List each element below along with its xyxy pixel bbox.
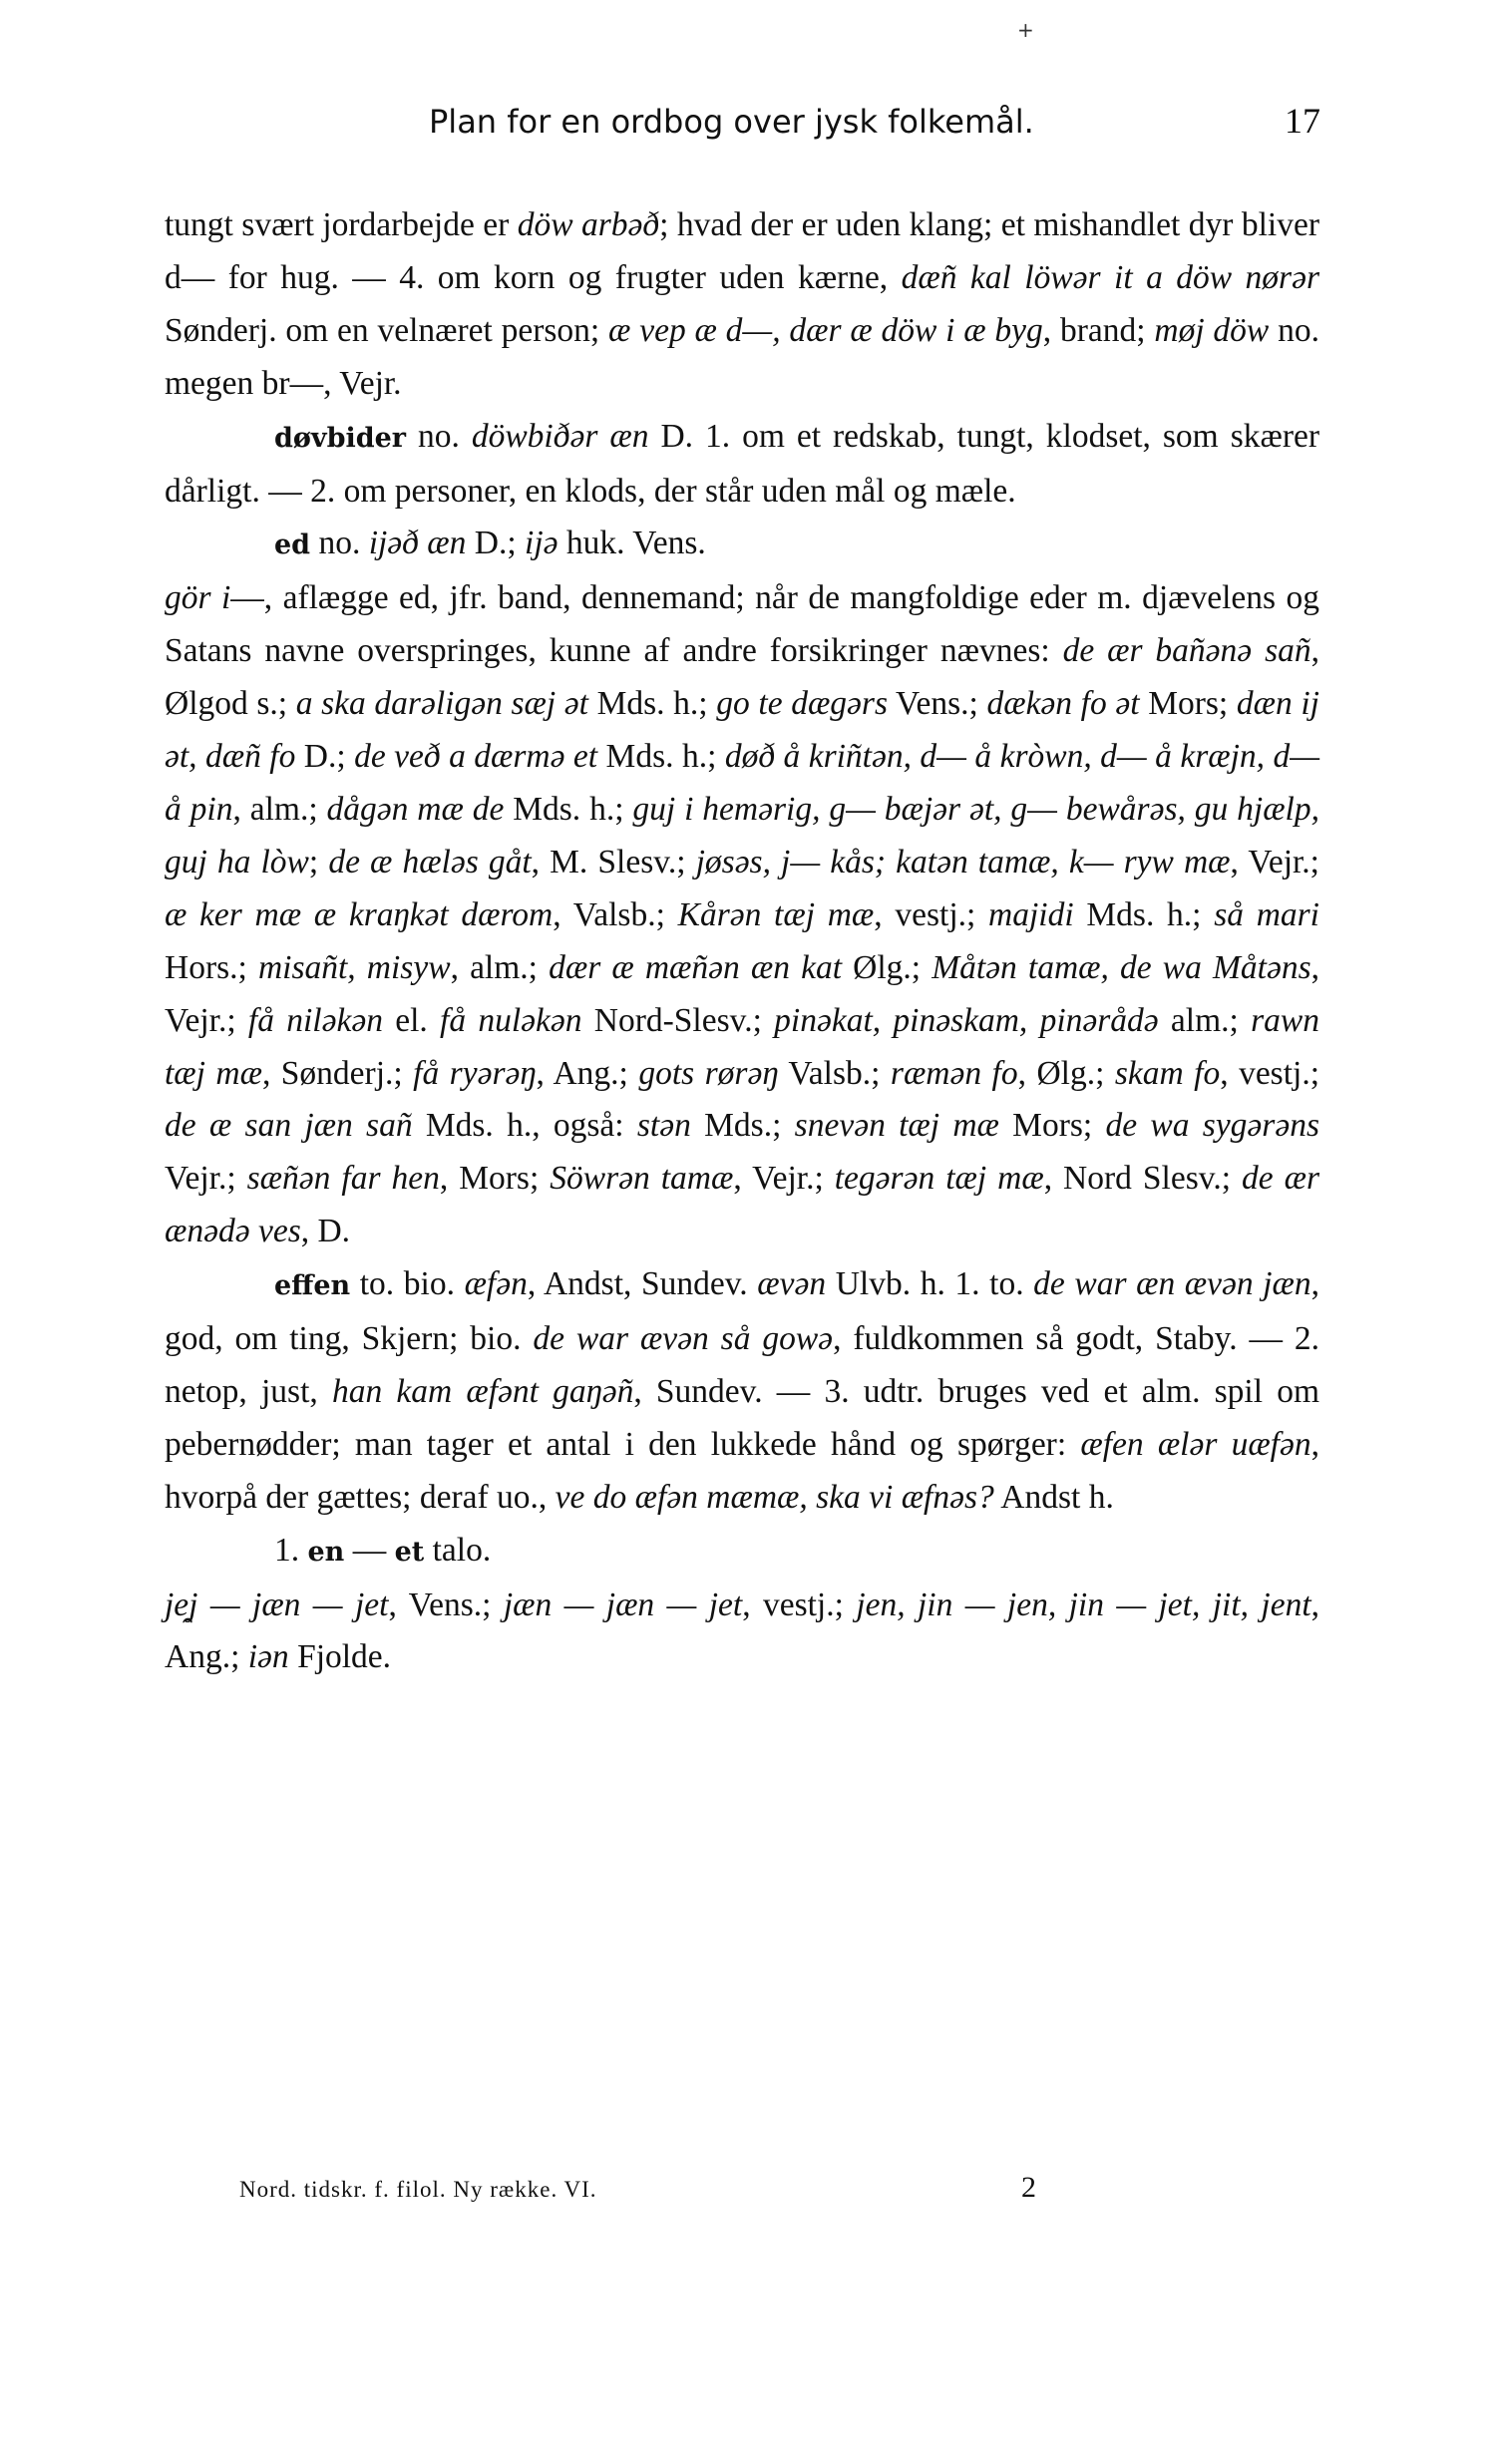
dialect-form: døð å kriñtən, d— å kròwn, d— å kræjn, d— å pin xyxy=(165,738,1319,828)
dialect-form: dækən fo ət xyxy=(986,685,1140,723)
gloss-text: Fjolde. xyxy=(288,1638,392,1676)
dialect-form: guj i hemərig, g— bæjər ət, g— bewårəs, gu hjælp, guj ha lòw xyxy=(165,790,1319,880)
gloss-text: , Ølgod s.; xyxy=(165,632,1319,723)
dialect-form: dæñ kal löwər it a döw nørər xyxy=(901,258,1319,296)
dialect-form: je̯j — jæn — jet xyxy=(165,1585,389,1623)
gloss-text: , Vejr.; xyxy=(1230,843,1319,880)
dialect-form: de war ævən så gowə xyxy=(533,1320,834,1358)
dialect-form: gör i xyxy=(165,579,231,617)
dialect-form: döw arbəð xyxy=(517,206,660,243)
gloss-text: Hors.; xyxy=(165,948,258,986)
gloss-text: , D. xyxy=(300,1213,351,1250)
dialect-form: pinəkat, pinəskam, pinərådə xyxy=(774,1001,1159,1039)
dialect-form: skam fo xyxy=(1114,1054,1221,1092)
dialect-form: dæn ij ət, dæñ fo xyxy=(165,685,1319,776)
gloss-text: no. xyxy=(310,525,369,562)
gloss-text: Valsb.; xyxy=(778,1054,891,1092)
gloss-text: el. xyxy=(382,1001,441,1039)
dialect-form: ævən xyxy=(757,1265,827,1303)
headword: ed xyxy=(274,529,311,561)
dialect-form: æ ker mæ æ kraŋkət dærom xyxy=(165,895,554,933)
gloss-text: , Mors; xyxy=(439,1160,551,1198)
dialect-form: dågən mæ de xyxy=(326,790,505,828)
gloss-text: , M. Slesv.; xyxy=(531,843,696,880)
gloss-text: ; hvad der er uden klang; et mishandlet dyr bliver d— for hug. — 4. om korn og frugter uden kærne, xyxy=(165,206,1319,296)
dialect-form: tegərən tæj mæ xyxy=(834,1160,1044,1198)
dialect-form: ijə xyxy=(525,525,559,562)
dialect-form: dær æ mæñən æn kat xyxy=(549,948,843,986)
dialect-form: gots rørəŋ xyxy=(638,1054,779,1092)
gloss-text: Mds. h.; xyxy=(1073,895,1215,933)
entry-paragraph xyxy=(165,199,1319,411)
dialect-form: stən xyxy=(636,1107,691,1145)
dialect-form: jæn — jæn — jet xyxy=(503,1585,743,1623)
dialect-form: snevən tæj mæ xyxy=(794,1107,999,1145)
gloss-text: talo. xyxy=(424,1531,492,1569)
gloss-text: tungt svært jordarbejde er xyxy=(165,206,518,243)
gloss-text: Mors; xyxy=(1139,685,1237,723)
dictionary-text xyxy=(165,199,1319,1684)
gloss-text: , Sønderj.; xyxy=(261,1054,414,1092)
gloss-text: , Ølg.; xyxy=(1017,1054,1115,1092)
headword: en xyxy=(307,1536,345,1568)
gloss-text: 1. xyxy=(274,1531,308,1569)
dialect-form: a ska darəligən sæj ət xyxy=(295,685,588,723)
footer-source-line: Nord. tidskr. f. filol. Ny række. VI. xyxy=(239,2177,597,2202)
gloss-text: Mds. h.; xyxy=(504,790,633,828)
gloss-text: Vejr.; xyxy=(165,1160,247,1198)
dialect-form: de æ san jæn sañ xyxy=(165,1107,413,1145)
dialect-form: de wa sygərəns xyxy=(1105,1107,1319,1145)
entry-paragraph xyxy=(165,572,1319,1258)
page-number: 17 xyxy=(1285,101,1320,141)
signature-mark: 2 xyxy=(1021,2171,1037,2204)
dialect-form: iən xyxy=(247,1638,289,1676)
headword: et xyxy=(394,1536,425,1568)
gloss-text: Sønderj. om en velnæret person; xyxy=(165,311,609,349)
dialect-form: rawn tæj mæ xyxy=(165,1001,1319,1092)
gloss-text: , Vejr.; xyxy=(733,1160,835,1198)
dialect-form: de veð a dærmə et xyxy=(354,738,598,776)
gloss-text: —, aflægge ed, jfr. band, dennemand; når de mangfoldige eder m. djævelens og Satans navne overspringes, kunne af andre forsikringer nævnes: xyxy=(165,579,1319,670)
gloss-text: , Vejr.; xyxy=(165,948,1319,1039)
dialect-form: Kårən tæj mæ xyxy=(677,895,875,933)
running-title: Plan for en ordbog over jysk folkemål. xyxy=(429,103,1034,141)
gloss-text: Mds.; xyxy=(690,1107,795,1145)
dialect-form: go te dægərs xyxy=(716,685,888,723)
gloss-text: Mds. h., også: xyxy=(412,1107,637,1145)
gloss-text: Andst h. xyxy=(993,1478,1114,1516)
dialect-form: så mari xyxy=(1214,895,1319,933)
dialect-form: de ær bañənə sañ xyxy=(1062,632,1311,670)
gloss-text: to. bio. xyxy=(350,1265,465,1303)
dialect-form: de ær ænədə ves xyxy=(165,1160,1319,1250)
gloss-text: huk. Vens. xyxy=(558,525,706,562)
gloss-text: , Sundev. — 3. udtr. bruges ved et alm. spil om pebernødder; man tager et antal i den lukkede hånd og spørger: xyxy=(165,1372,1319,1463)
gloss-text: , Ang.; xyxy=(536,1054,639,1092)
gloss-text: , Ang.; xyxy=(165,1585,1320,1676)
gloss-text: , god, om ting, Skjern; bio. xyxy=(165,1265,1320,1358)
gloss-text: Mds. h.; xyxy=(587,685,717,723)
dialect-form: de æ hæləs gåt xyxy=(328,843,532,880)
gloss-text: , vestj.; xyxy=(1220,1054,1320,1092)
dialect-form: han kam æfənt gaŋəñ xyxy=(331,1372,634,1410)
gloss-text: , brand; xyxy=(1042,311,1155,349)
entry-paragraph xyxy=(165,411,1319,519)
gloss-text: D.; xyxy=(466,525,526,562)
dialect-form: ijəð æn xyxy=(368,525,467,562)
dialect-form: Söwrən tamæ xyxy=(550,1160,734,1198)
gloss-text: , fuldkommen så godt, Staby. — 2. netop, just, xyxy=(165,1320,1319,1410)
gloss-text: Ulvb. h. 1. to. xyxy=(826,1265,1034,1303)
dialect-form: jen, jin — jen, jin — jet, jit, jent xyxy=(856,1585,1311,1623)
dialect-form: møj döw xyxy=(1154,311,1270,349)
gloss-text: Mds. h.; xyxy=(597,738,725,776)
dialect-form: Måtən tamæ, de wa Måtəns xyxy=(931,948,1311,986)
dialect-form: döwbiðər æn xyxy=(471,417,649,455)
gloss-text: , Valsb.; xyxy=(553,895,678,933)
dialect-form: sæñən far hen xyxy=(246,1160,440,1198)
top-mark: + xyxy=(1017,18,1034,42)
dialect-form: æ vep æ d—, dær æ döw i æ byg xyxy=(608,311,1043,349)
dialect-form: misañt, misyw xyxy=(257,948,451,986)
dialect-form: ræmən fo xyxy=(890,1054,1018,1092)
entry-paragraph xyxy=(165,1580,1319,1685)
gloss-text: Vens.; xyxy=(887,685,987,723)
page-footer xyxy=(239,2171,1037,2205)
entry-paragraph xyxy=(165,1525,1319,1580)
dialect-form: æfən xyxy=(464,1265,528,1303)
dialect-form: få ryərəŋ xyxy=(413,1054,537,1092)
running-header xyxy=(429,100,1320,160)
gloss-text: Mors; xyxy=(998,1107,1106,1145)
gloss-text: , alm.; xyxy=(450,948,550,986)
gloss-text: Nord-Slesv.; xyxy=(581,1001,775,1039)
gloss-text: , Nord Slesv.; xyxy=(1043,1160,1242,1198)
dialect-form: få niləkən xyxy=(247,1001,383,1039)
gloss-text: — xyxy=(344,1531,395,1569)
gloss-text: Ølg.; xyxy=(842,948,932,986)
gloss-text: alm.; xyxy=(1158,1001,1252,1039)
gloss-text: , hvorpå der gættes; deraf uo., xyxy=(165,1425,1319,1516)
gloss-text: , Andst, Sundev. xyxy=(527,1265,758,1303)
gloss-text: , vestj.; xyxy=(874,895,989,933)
gloss-text: D. 1. om et redskab, tungt, klodset, som skærer dårligt. — 2. om personer, en klods, der står uden mål og mæle. xyxy=(165,417,1320,510)
gloss-text: , alm.; xyxy=(232,790,327,828)
headword: døvbider xyxy=(274,422,406,454)
gloss-text: , vestj.; xyxy=(742,1585,857,1623)
dialect-form: æfen ælər uæfən xyxy=(1080,1425,1311,1463)
dialect-form: de war æn ævən jæn xyxy=(1033,1265,1311,1303)
headword: effen xyxy=(274,1270,351,1302)
gloss-text: no. megen br—, Vejr. xyxy=(165,311,1319,402)
dialect-form: ve do æfən mæmæ, ska vi æfnəs? xyxy=(555,1478,994,1516)
gloss-text: , Vens.; xyxy=(388,1585,504,1623)
dialect-form: jøsəs, j— kås; katən tamæ, k— ryw mæ xyxy=(695,843,1231,880)
gloss-text: ; xyxy=(308,843,329,880)
dialect-form: majidi xyxy=(988,895,1074,933)
gloss-text: D.; xyxy=(295,738,355,776)
entry-paragraph xyxy=(165,1258,1319,1525)
entry-paragraph xyxy=(165,518,1319,572)
gloss-text: no. xyxy=(406,417,472,455)
dialect-form: få nuləkən xyxy=(440,1001,582,1039)
